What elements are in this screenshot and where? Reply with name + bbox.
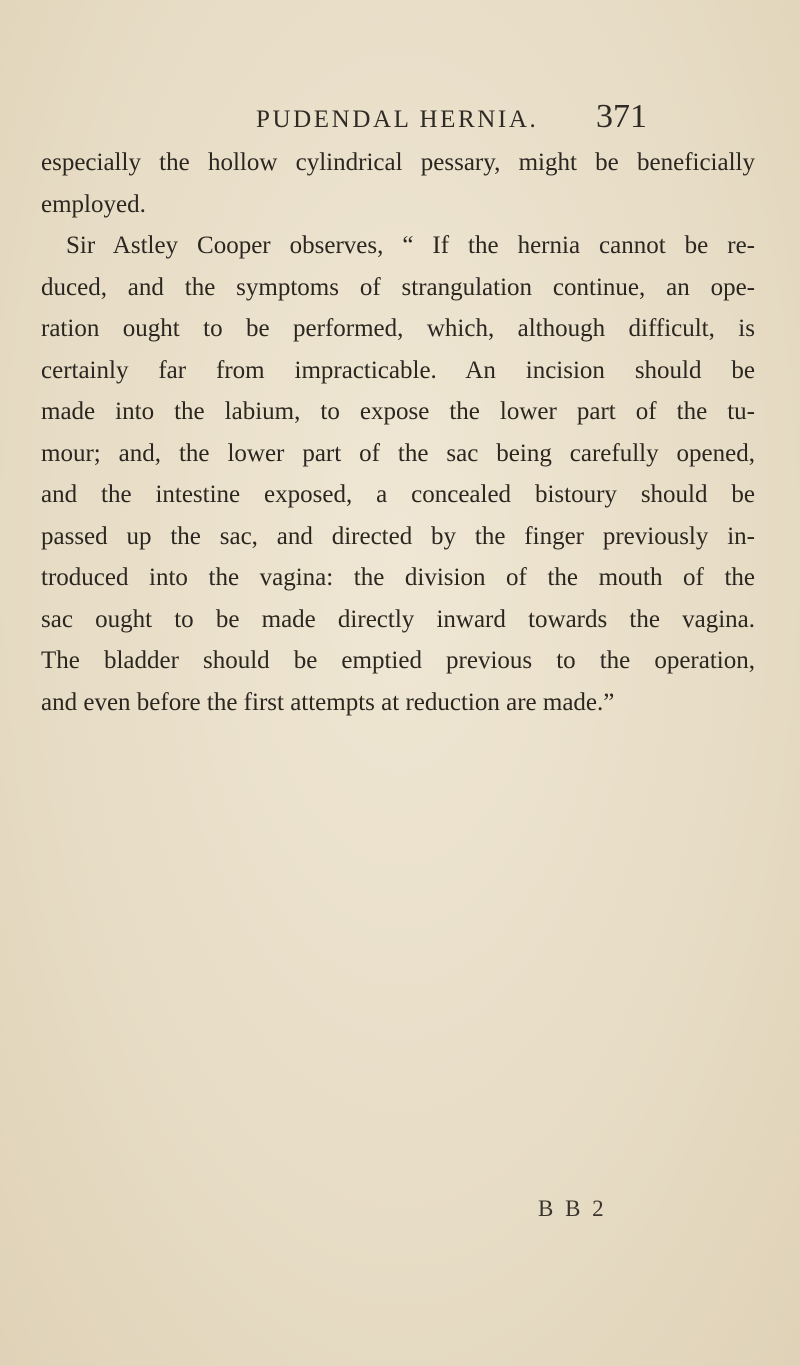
text-line: duced, and the symptoms of strangulation continue, an ope- bbox=[41, 273, 755, 301]
text-line: ration ought to be performed, which, although difficult, is bbox=[41, 315, 755, 342]
text-line: troduced into the vagina: the division of the mouth of the bbox=[41, 564, 755, 591]
text-line: Sir Astley Cooper observes, “ If the hernia cannot be re- bbox=[66, 232, 755, 259]
running-head: PUDENDAL HERNIA. bbox=[256, 106, 539, 133]
text-line: employed. bbox=[41, 190, 146, 218]
text-line: The bladder should be emptied previous to the operation, bbox=[41, 647, 755, 674]
text-line: made into the labium, to expose the lower part of the tu- bbox=[41, 398, 755, 425]
page-header bbox=[0, 100, 800, 140]
text-line: passed up the sac, and directed by the finger previously in- bbox=[41, 522, 755, 550]
text-line: and even before the first attempts at reduction are made.” bbox=[41, 688, 615, 716]
page-number: 371 bbox=[596, 98, 647, 135]
body-text bbox=[41, 142, 755, 723]
text-line: sac ought to be made directly inward towards the vagina. bbox=[41, 605, 755, 633]
text-line: especially the hollow cylindrical pessary, might be beneficially bbox=[41, 149, 755, 176]
text-line: mour; and, the lower part of the sac being carefully opened, bbox=[41, 439, 755, 467]
text-line: certainly far from impracticable. An incision should be bbox=[41, 356, 755, 384]
text-line: and the intestine exposed, a concealed bistoury should be bbox=[41, 481, 755, 508]
signature-mark: B B 2 bbox=[538, 1196, 607, 1221]
